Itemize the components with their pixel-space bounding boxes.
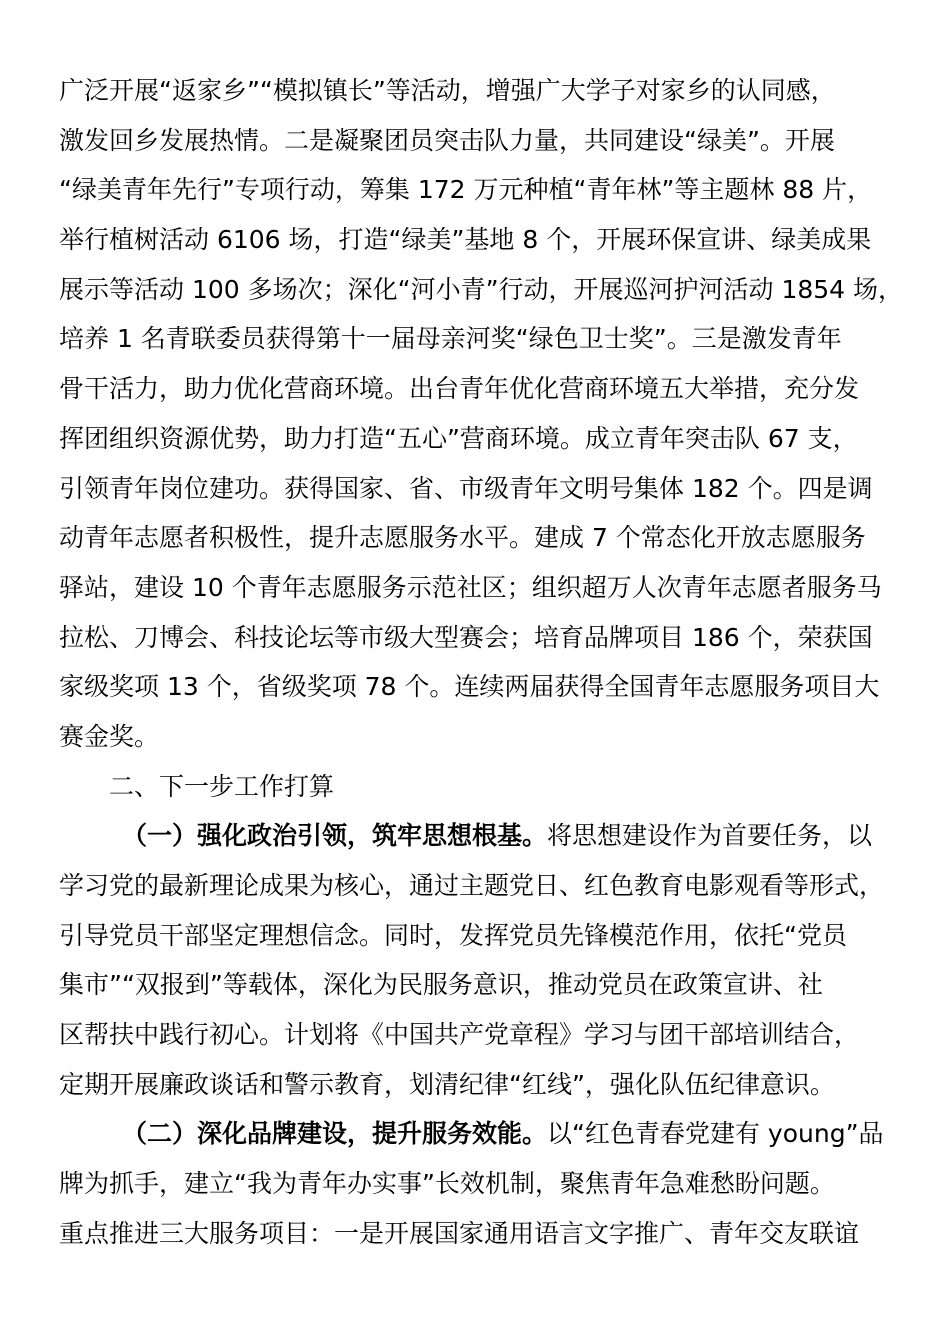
item2-heading: （二）深化品牌建设，提升服务效能。 xyxy=(122,1119,548,1149)
body-line: 挥团组织资源优势，助力打造“五心”营商环境。成立青年突击队 67 支， xyxy=(59,423,858,453)
item2-first-line xyxy=(59,1109,899,1159)
body-line: 拉松、刀博会、科技论坛等市级大型赛会；培育品牌项目 186 个，荣获国 xyxy=(59,622,873,652)
item1-first-line-rest: 将思想建设作为首要任务，以 xyxy=(547,821,873,851)
body-line: 激发回乡发展热情。二是凝聚团员突击队力量，共同建设“绿美”。开展 xyxy=(59,125,835,155)
item1-line: 引导党员干部坚定理想信念。同时，发挥党员先锋模范作用，依托“党员 xyxy=(59,920,847,950)
item2-first-line-rest: 以“红色青春党建有 young”品 xyxy=(547,1119,884,1149)
section-heading: 二、下一步工作打算 xyxy=(109,771,335,801)
body-line: 广泛开展“返家乡”“模拟镇长”等活动，增强广大学子对家乡的认同感， xyxy=(59,76,836,105)
body-line: 驿站，建设 10 个青年志愿服务示范社区；组织超万人次青年志愿者服务马 xyxy=(59,572,882,602)
body-line: “绿美青年先行”专项行动，筹集 172 万元种植“青年林”等主题林 88 片， xyxy=(59,175,873,205)
item2-line: 重点推进三大服务项目：一是开展国家通用语言文字推广、青年交友联谊 xyxy=(59,1218,860,1248)
body-line: 举行植树活动 6106 场，打造“绿美”基地 8 个，开展环保宣讲、绿美成果 xyxy=(59,225,872,255)
item1-line: 定期开展廉政谈话和警示教育，划清纪律“红线”，强化队伍纪律意识。 xyxy=(59,1069,835,1099)
document-body xyxy=(59,66,904,1259)
item1-first-line xyxy=(59,811,899,861)
body-line: 展示等活动 100 多场次；深化“河小青”行动，开展巡河护河活动 1854 场， xyxy=(59,274,904,304)
body-line: 骨干活力，助力优化营商环境。出台青年优化营商环境五大举措，充分发 xyxy=(59,374,860,404)
item1-heading: （一）强化政治引领，筑牢思想根基。 xyxy=(122,821,548,851)
body-line: 引领青年岗位建功。获得国家、省、市级青年文明号集体 182 个。四是调 xyxy=(59,473,873,503)
item1-line: 区帮扶中践行初心。计划将《中国共产党章程》学习与团干部培训结合， xyxy=(59,1020,860,1050)
body-line: 动青年志愿者积极性，提升志愿服务水平。建成 7 个常态化开放志愿服务 xyxy=(59,523,866,553)
body-line: 赛金奖。 xyxy=(59,721,160,751)
item1-line: 集市”“双报到”等载体，深化为民服务意识，推动党员在政策宣讲、社 xyxy=(59,970,823,1000)
item2-line: 牌为抓手，建立“我为青年办实事”长效机制，聚焦青年急难愁盼问题。 xyxy=(59,1169,835,1199)
body-line: 培养 1 名青联委员获得第十一届母亲河奖“绿色卫士奖”。三是激发青年 xyxy=(59,324,842,354)
item1-line: 学习党的最新理论成果为核心，通过主题党日、红色教育电影观看等形式， xyxy=(59,871,885,900)
body-line: 家级奖项 13 个，省级奖项 78 个。连续两届获得全国青年志愿服务项目大 xyxy=(59,672,880,702)
